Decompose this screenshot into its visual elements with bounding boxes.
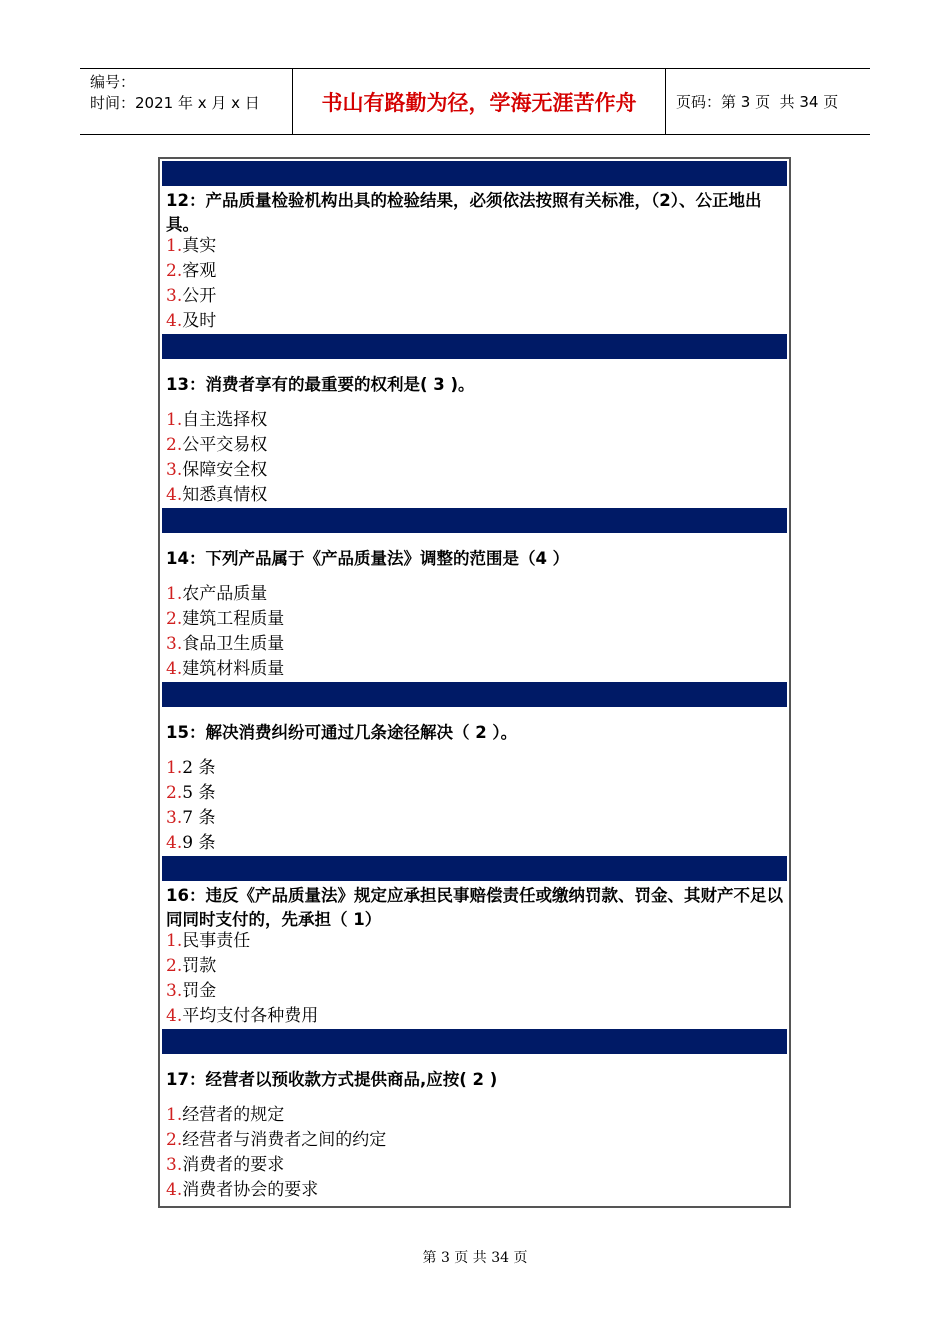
question-16 xyxy=(162,856,787,1029)
question-title: 17：经营者以预收款方式提供商品,应按( 2 ) xyxy=(166,1070,498,1089)
option: 3.保障安全权 xyxy=(166,460,268,480)
question-frame xyxy=(158,157,791,1208)
option: 4.9 条 xyxy=(166,833,216,853)
question-14 xyxy=(162,508,787,682)
section-bar xyxy=(162,682,787,707)
header-motto: 书山有路勤为径，学海无涯苦作舟 xyxy=(293,69,666,134)
question-title: 15：解决消费纠纷可通过几条途径解决（ 2 ）。 xyxy=(166,723,518,742)
option: 2.经营者与消费者之间的约定 xyxy=(166,1130,387,1150)
question-13 xyxy=(162,334,787,508)
option: 2.建筑工程质量 xyxy=(166,609,285,629)
option: 3.食品卫生质量 xyxy=(166,634,285,654)
option: 3.罚金 xyxy=(166,981,217,1001)
option: 4.知悉真情权 xyxy=(166,485,268,505)
page-footer: 第 3 页 共 34 页 xyxy=(422,1250,528,1266)
time-label: 时间：2021 年 x 月 x 日 xyxy=(90,94,260,112)
option: 3.公开 xyxy=(166,286,217,306)
section-bar xyxy=(162,161,787,186)
question-title: 14：下列产品属于《产品质量法》调整的范围是（4 ） xyxy=(166,549,570,568)
section-bar xyxy=(162,856,787,881)
option: 3.7 条 xyxy=(166,808,216,828)
option: 4.平均支付各种费用 xyxy=(166,1006,319,1026)
section-bar xyxy=(162,334,787,359)
option: 4.及时 xyxy=(166,311,217,331)
option: 2.公平交易权 xyxy=(166,435,268,455)
serial-label: 编号： xyxy=(90,73,136,91)
page-info-text: 页码：第 3 页 共 34 页 xyxy=(676,93,839,111)
option: 3.消费者的要求 xyxy=(166,1155,285,1175)
option: 1.自主选择权 xyxy=(166,410,268,430)
header-page-info xyxy=(666,69,870,134)
option: 1.2 条 xyxy=(166,758,216,778)
option: 1.真实 xyxy=(166,236,217,256)
option: 2.罚款 xyxy=(166,956,217,976)
question-title: 13：消费者享有的最重要的权利是( 3 )。 xyxy=(166,375,475,394)
option: 2.客观 xyxy=(166,261,217,281)
option: 4.消费者协会的要求 xyxy=(166,1180,319,1200)
option: 1.经营者的规定 xyxy=(166,1105,285,1125)
section-bar xyxy=(162,1029,787,1054)
question-12 xyxy=(162,161,787,334)
question-15 xyxy=(162,682,787,856)
option: 4.建筑材料质量 xyxy=(166,659,285,679)
option: 1.农产品质量 xyxy=(166,584,268,604)
section-bar xyxy=(162,508,787,533)
question-title: 16：违反《产品质量法》规定应承担民事赔偿责任或缴纳罚款、罚金、其财产不足以同同时支付的，先承担（ 1） xyxy=(166,886,783,929)
question-17 xyxy=(162,1029,787,1203)
header-meta xyxy=(80,69,293,134)
option: 1.民事责任 xyxy=(166,931,251,951)
question-title: 12：产品质量检验机构出具的检验结果，必须依法按照有关标准，（2）、公正地出具。 xyxy=(166,191,762,234)
page-header xyxy=(80,68,870,135)
option: 2.5 条 xyxy=(166,783,216,803)
